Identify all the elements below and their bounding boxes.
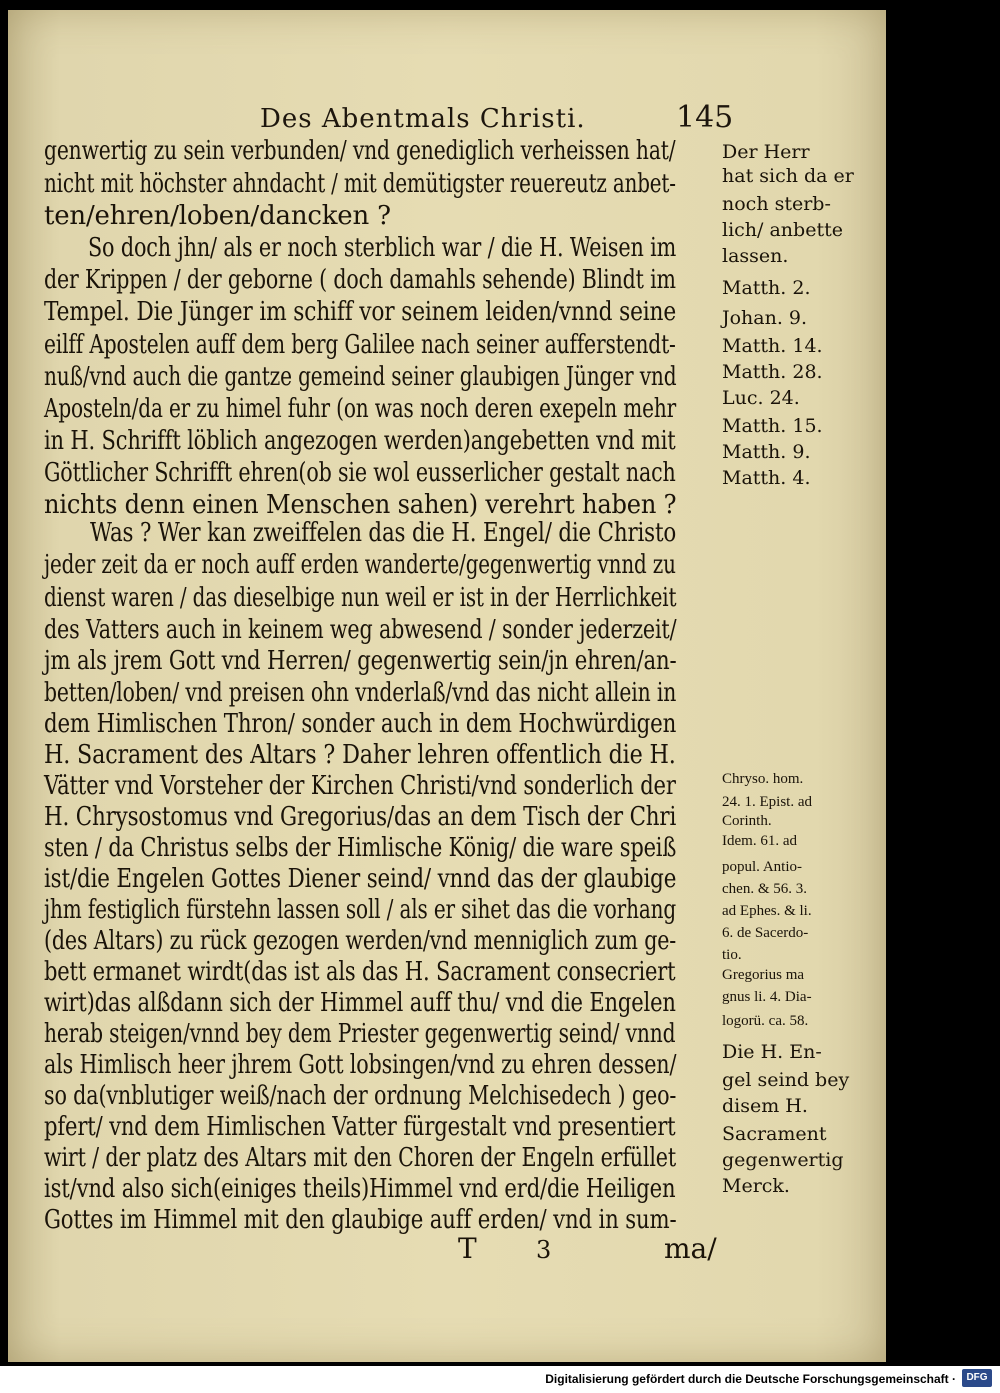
text-line: ist/vnd also sich(einiges theils)Himmel vnd erd/die Heiligen	[44, 1174, 676, 1204]
margin-note-line: Der Herr	[722, 141, 810, 163]
catchword: ma/	[664, 1232, 717, 1265]
dfg-logo-icon: DFG	[962, 1369, 992, 1387]
text-line: Tempel. Die Jünger im schiff vor seinem leiden/vnnd seine	[44, 297, 677, 327]
text-line: Aposteln/da er zu himel fuhr (on was noch deren exepeln mehr	[44, 394, 677, 424]
margin-citation: tio.	[722, 947, 742, 963]
text-line: dienst waren / das dieselbige nun weil er ist in der Herrlichkeit	[44, 583, 677, 613]
margin-note-line: lich/ anbette	[722, 219, 843, 241]
text-line: nichts denn einen Menschen sahen) verehrt haben ?	[44, 490, 677, 520]
margin-note-line: disem H.	[722, 1095, 808, 1117]
running-title: Des Abentmals Christi.	[260, 104, 586, 134]
text-line: sten / da Christus selbs der Himlische König/ die ware speiß	[44, 833, 677, 863]
margin-note-line: noch sterb-	[722, 193, 831, 215]
margin-citation: gnus li. 4. Dia-	[722, 989, 812, 1005]
text-line: in H. Schrifft löblich angezogen werden)angebetten vnd mit	[44, 426, 676, 456]
text-line: eilff Apostelen auff dem berg Galilee nach seiner aufferstendt-	[44, 330, 676, 360]
text-line: herab steigen/vnnd bey dem Priester gegenwertig seind/ vnnd	[44, 1019, 676, 1049]
text-line: H. Sacrament des Altars ? Daher lehren offentlich die H.	[44, 740, 676, 770]
funding-notice: Digitalisierung gefördert durch die Deutsche Forschungsgemeinschaft ·	[545, 1372, 956, 1386]
text-line: jhm festiglich fürstehn lassen soll / als er sihet das die vorhang	[44, 895, 677, 925]
text-line: betten/loben/ vnd preisen ohn vnderlaß/vnd das nicht allein in	[44, 678, 677, 708]
text-line: jm als jrem Gott vnd Herren/ gegenwertig sein/jn ehren/an-	[44, 646, 677, 676]
text-line: (des Altars) zu rück gezogen werden/vnd menniglich zum ge-	[44, 926, 677, 956]
margin-reference: Matth. 15.	[722, 415, 823, 437]
margin-citation: chen. & 56. 3.	[722, 881, 807, 897]
text-line: dem Himlischen Thron/ sonder auch in dem Hochwürdigen	[44, 709, 677, 739]
margin-note-line: gegenwertig	[722, 1149, 844, 1171]
text-line: H. Chrysostomus vnd Gregorius/das an dem Tisch der Chri	[44, 802, 677, 832]
margin-citation: Idem. 61. ad	[722, 833, 797, 849]
margin-citation: ad Ephes. & li.	[722, 903, 812, 919]
margin-citation: Chryso. hom.	[722, 771, 804, 787]
text-line: So doch jhn/ als er noch sterblich war / die H. Weisen im	[88, 233, 677, 263]
margin-note-line: hat sich da er	[722, 165, 854, 187]
text-line: pfert/ vnd dem Himlischen Vatter fürgestalt vnd presentiert	[44, 1112, 676, 1142]
text-line: als Himlisch heer jhrem Gott lobsingen/vnd zu ehren dessen/	[44, 1050, 677, 1080]
text-line: des Vatters auch in keinem weg abwesend / sonder jederzeit/	[44, 615, 677, 645]
margin-reference: Matth. 4.	[722, 467, 811, 489]
margin-citation: Corinth.	[722, 813, 772, 829]
signature-number: 3	[536, 1236, 552, 1264]
margin-reference: Matth. 14.	[722, 335, 823, 357]
margin-citation: popul. Antio-	[722, 859, 803, 875]
margin-reference: Matth. 28.	[722, 361, 823, 383]
text-line: ten/ehren/loben/dancken ?	[44, 201, 391, 231]
text-line: nuß/vnd auch die gantze gemeind seiner glaubigen Jünger vnd	[44, 362, 677, 392]
text-line: der Krippen / der geborne ( doch damahls sehende) Blindt im	[44, 265, 676, 295]
text-line: Vätter vnd Vorsteher der Kirchen Christi/vnd sonderlich der	[44, 771, 676, 801]
margin-citation: logorü. ca. 58.	[722, 1013, 809, 1029]
margin-reference: Matth. 9.	[722, 441, 811, 463]
margin-reference: Luc. 24.	[722, 387, 800, 409]
text-line: bett ermanet wirdt(das ist als das H. Sacrament consecriert	[44, 957, 676, 987]
text-line: jeder zeit da er noch auff erden wanderte/gegenwertig vnnd zu	[44, 550, 676, 580]
text-line: Göttlicher Schrifft ehren(ob sie wol eusserlicher gestalt nach	[44, 458, 676, 488]
text-line: ist/die Engelen Gottes Diener seind/ vnnd das der glaubige	[44, 864, 677, 894]
margin-reference: Matth. 2.	[722, 277, 811, 299]
text-line: nicht mit höchster ahndacht / mit demütigster reuereutz anbet-	[44, 169, 676, 199]
signature-mark: T	[458, 1232, 477, 1265]
margin-citation: 24. 1. Epist. ad	[722, 794, 812, 810]
margin-note-line: lassen.	[722, 245, 789, 267]
text-line: wirt / der platz des Altars mit den Choren der Engeln erfüllet	[44, 1143, 676, 1173]
margin-citation: 6. de Sacerdo-	[722, 925, 809, 941]
text-line: Gottes im Himmel mit den glaubige auff erden/ vnd in sum-	[44, 1205, 677, 1235]
page-number: 145	[676, 100, 734, 135]
text-line: so da(vnblutiger weiß/nach der ordnung Melchisedech ) geo-	[44, 1081, 677, 1111]
margin-citation: Gregorius ma	[722, 967, 805, 983]
margin-note-line: Sacrament	[722, 1123, 827, 1145]
margin-note-line: Merck.	[722, 1175, 790, 1197]
margin-reference: Johan. 9.	[722, 307, 808, 329]
text-line: Was ? Wer kan zweiffelen das die H. Engel/ die Christo	[90, 518, 677, 548]
text-line: genwertig zu sein verbunden/ vnd genediglich verheissen hat/	[44, 136, 676, 166]
margin-note-line: gel seind bey	[722, 1069, 850, 1091]
text-line: wirt)das alßdann sich der Himmel auff thu/ vnd die Engelen	[44, 988, 676, 1018]
margin-note-line: Die H. En-	[722, 1041, 822, 1063]
